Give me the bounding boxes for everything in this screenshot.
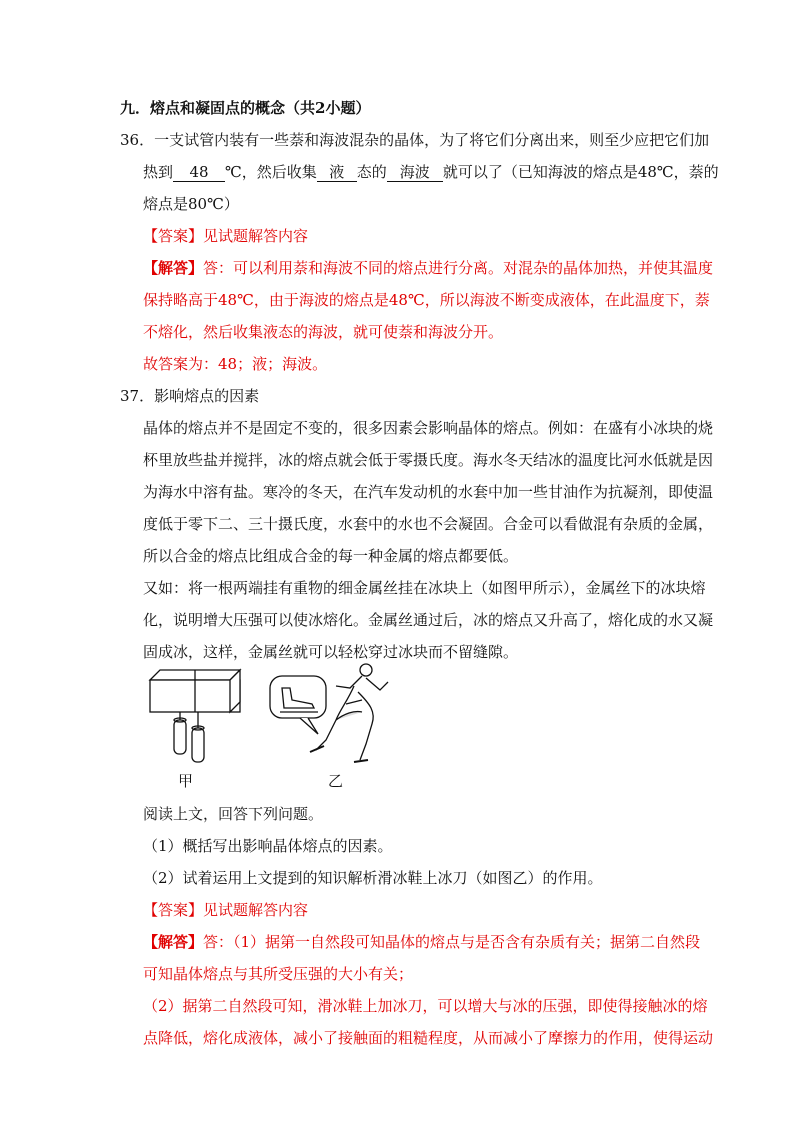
- q37-answer: 【答案】见试题解答内容: [143, 901, 309, 919]
- figure-label-b: 乙: [328, 772, 344, 790]
- q36-blank-temperature: 48: [173, 163, 225, 182]
- solution-text: 答：（1）据第一自然段可知晶体的熔点与是否含有杂质有关；据第二自然段: [203, 933, 701, 951]
- skater-illustration: [270, 664, 388, 762]
- q36-final-answer: 故答案为：48；液；海波。: [143, 355, 328, 373]
- solution-text: 答：可以利用萘和海波不同的熔点进行分离。对混杂的晶体加热，并使其温度: [203, 259, 714, 277]
- q36-blank-state: 液: [317, 163, 357, 182]
- q37-p1-line4: 度低于零下二、三十摄氏度，水套中的水也不会凝固。合金可以看做混有杂质的金属，: [143, 515, 714, 533]
- q37-p2-line2: 化，说明增大压强可以使冰熔化。金属丝通过后，冰的熔点又升高了，熔化成的水又凝: [143, 611, 714, 629]
- q36-line3: 熔点是80℃）: [143, 195, 239, 213]
- q36-text: 热到: [143, 163, 174, 181]
- q36-blank-substance: 海波: [387, 163, 443, 182]
- section-title: 九．熔点和凝固点的概念（共2小题）: [120, 99, 371, 117]
- q36-solution-line1: [143, 258, 713, 278]
- q37-p1-line3: 为海水中溶有盐。寒冷的冬天，在汽车发动机的水套中加一些甘油作为抗凝剂，即使温: [143, 483, 714, 501]
- q37-p1-line5: 所以合金的熔点比组成合金的每一种金属的熔点都要低。: [143, 547, 519, 565]
- q37-solution-line1: [143, 932, 700, 952]
- q36-text: ℃，然后收集: [225, 163, 317, 181]
- q36-line2: [143, 162, 719, 182]
- q37-p1-line1: 晶体的熔点并不是固定不变的，很多因素会影响晶体的熔点。例如：在盛有小冰块的烧: [143, 419, 714, 437]
- q37-p2-line1: 又如：将一根两端挂有重物的细金属丝挂在冰块上（如图甲所示），金属丝下的冰块熔: [143, 579, 706, 597]
- figure-label-a: 甲: [178, 772, 194, 790]
- q37-sub-question-1: （1）概括写出影响晶体熔点的因素。: [143, 837, 393, 855]
- solution-label: 【解答】: [143, 259, 204, 277]
- q36-line1: 36．一支试管内装有一些萘和海波混杂的晶体，为了将它们分离出来，则至少应把它们加: [120, 131, 710, 149]
- q36-solution-line3: 不熔化，然后收集液态的海波，就可使萘和海波分开。: [143, 323, 504, 341]
- q36-text: 态的: [356, 163, 387, 181]
- q37-sub-question-2: （2）试着运用上文提到的知识解析滑冰鞋上冰刀（如图乙）的作用。: [143, 869, 603, 887]
- q37-p1-line2: 杯里放些盐并搅拌，冰的熔点就会低于零摄氏度。海水冬天结冰的温度比河水低就是因: [143, 451, 714, 469]
- q37-solution-line3: （2）据第二自然段可知，滑冰鞋上加冰刀，可以增大与冰的压强，即使得接触冰的熔: [143, 997, 708, 1015]
- figure-ice-and-skate: [140, 660, 420, 805]
- q36-text: 就可以了（已知海波的熔点是48℃，萘的: [442, 163, 719, 181]
- q36-solution-line2: 保持略高于48℃，由于海波的熔点是48℃，所以海波不断变成液体，在此温度下，萘: [143, 291, 710, 309]
- q37-solution-line4: 点降低，熔化成液体，减小了接触面的粗糙程度，从而减小了摩擦力的作用，使得运动: [143, 1029, 714, 1047]
- q37-title: 37．影响熔点的因素: [120, 387, 260, 405]
- q36-answer: 【答案】见试题解答内容: [143, 227, 309, 245]
- ice-block-illustration: [150, 670, 240, 762]
- q37-p2-line3: 固成冰，这样，金属丝就可以轻松穿过冰块而不留缝隙。: [143, 643, 519, 661]
- q37-solution-line2: 可知晶体熔点与其所受压强的大小有关；: [143, 965, 414, 983]
- q37-read-prompt: 阅读上文，回答下列问题。: [143, 805, 324, 823]
- solution-label: 【解答】: [143, 933, 204, 951]
